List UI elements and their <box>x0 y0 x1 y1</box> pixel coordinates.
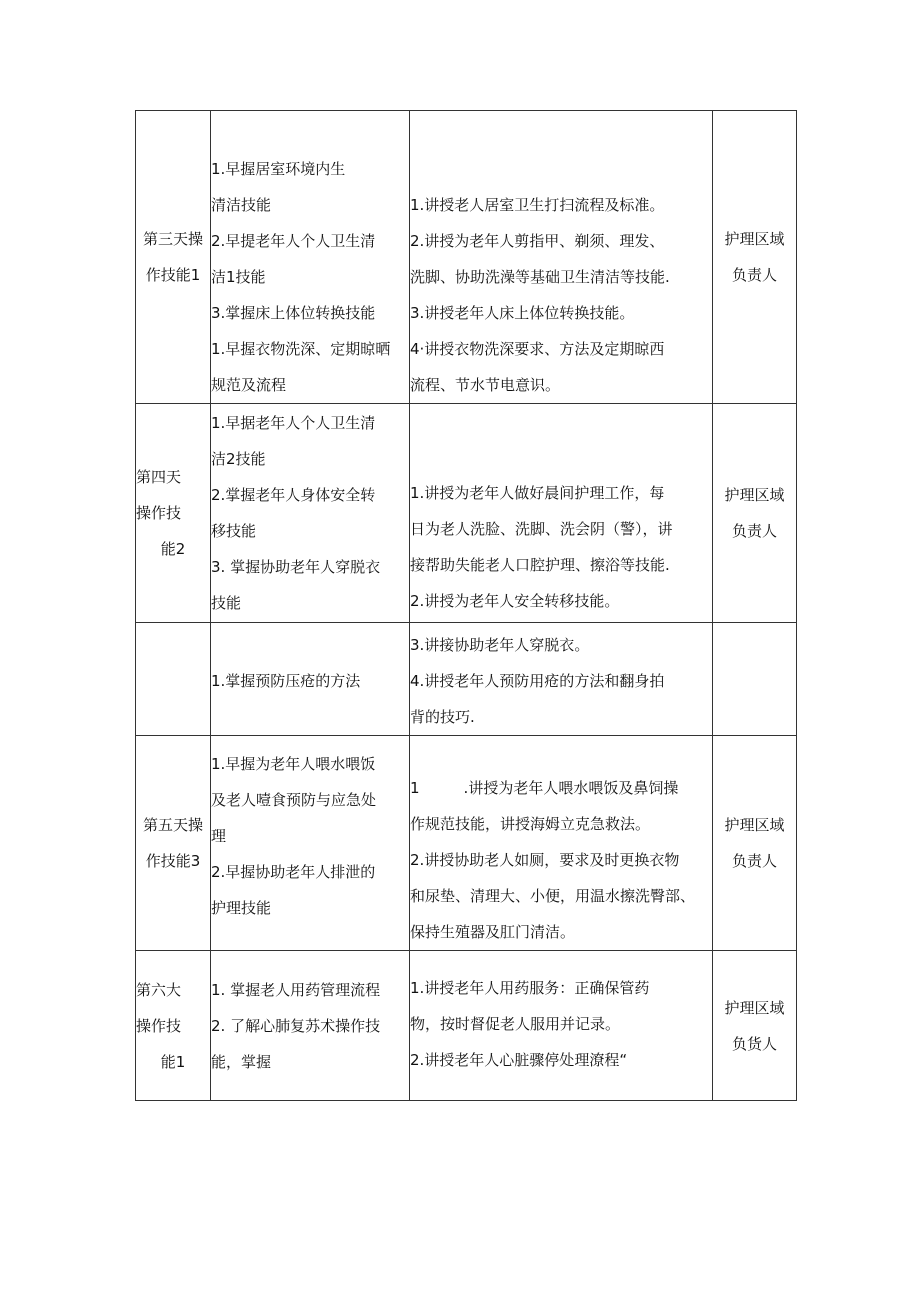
goal-line: 洁1技能 <box>211 268 266 286</box>
content-line: 流程、节水节电意识。 <box>410 376 561 394</box>
goal-line: 2.早提老年人个人卫生清 <box>211 232 376 250</box>
day-cell <box>136 404 211 623</box>
day-label-line: 能1 <box>160 1052 186 1071</box>
content-line: 和尿垫、清理大、小便，用温水擦洗臀部、 <box>410 887 696 905</box>
goal-line: 1.早握居室环境内生 <box>211 160 346 178</box>
goal-line: 规范及流程 <box>211 376 287 394</box>
owner-line: 护理区域 <box>724 486 785 504</box>
goal-line: 1.早据老年人个人卫生清 <box>211 414 376 432</box>
goal-line: 1.早握衣物洗深、定期晾晒 <box>211 340 391 358</box>
content-cell <box>410 111 713 404</box>
goal-line: 移技能 <box>211 522 257 540</box>
owner-cell <box>713 623 797 736</box>
owner-line: 负货人 <box>731 1034 777 1053</box>
content-line: 2.讲授协助老人如厕，要求及时更换衣物 <box>410 851 680 869</box>
table-row <box>136 951 797 1101</box>
owner-cell <box>713 736 797 951</box>
day-label-line: 作技能3 <box>145 852 201 870</box>
goal-cell <box>211 111 410 404</box>
owner-line: 护理区域 <box>724 998 785 1017</box>
goal-line: 1. 掌握老人用药管理流程 <box>211 980 381 999</box>
goal-cell <box>211 623 410 736</box>
day-cell <box>136 736 211 951</box>
goal-line: 2.早握协助老年人排泄的 <box>211 863 376 881</box>
day-label-line: 第四天 <box>136 468 182 486</box>
day-label-line: 操作技 <box>136 1016 182 1035</box>
day-cell <box>136 111 211 404</box>
table-row <box>136 404 797 623</box>
content-line: 保持生殖器及肛门清洁。 <box>410 923 576 941</box>
content-line: 3.讲授老年人床上体位转换技能。 <box>410 304 635 322</box>
content-line: 洗脚、协助洗澡等基础卫生清洁等技能. <box>410 268 670 286</box>
goal-line: 2.掌握老年人身体安全转 <box>211 486 376 504</box>
content-line: 背的技巧. <box>410 708 475 726</box>
table-row <box>136 736 797 951</box>
goal-line: 技能 <box>211 594 242 612</box>
day-label-line: 操作技 <box>136 504 182 522</box>
goal-line: 2. 了解心肺复苏术操作技 <box>211 1016 381 1035</box>
goal-cell <box>211 951 410 1101</box>
day-label-line: 能2 <box>160 540 186 558</box>
content-line: 2.讲授为老年人剪指甲、剃须、理发、 <box>410 232 665 250</box>
content-line: 2.讲授为老年人安全转移技能。 <box>410 592 620 610</box>
goal-line: 1.掌握预防压疮的方法 <box>211 672 361 690</box>
day-label-line: 第三天操 <box>142 230 203 248</box>
table-row <box>136 623 797 736</box>
owner-line: 负责人 <box>731 522 777 540</box>
content-line: 3.讲接协助老年人穿脱衣。 <box>410 636 590 654</box>
content-line <box>410 770 712 806</box>
content-line: 4.讲授老年人预防用疮的方法和翻身拍 <box>410 672 665 690</box>
goal-line: 理 <box>211 827 227 845</box>
day-label-line: 第六大 <box>136 980 182 999</box>
owner-cell <box>713 951 797 1101</box>
goal-line: 护理技能 <box>211 899 272 917</box>
content-line: 1.讲授为老年人做好晨间护理工作，每 <box>410 484 665 502</box>
day-cell <box>136 623 211 736</box>
goal-line: 及老人噎食预防与应急处 <box>211 791 377 809</box>
content-number: 1 <box>410 779 420 797</box>
content-line: 物，按时督促老人服用并记录。 <box>410 1014 621 1033</box>
owner-line: 负责人 <box>731 266 777 284</box>
content-cell <box>410 951 713 1101</box>
goal-line: 清洁技能 <box>211 196 272 214</box>
owner-line: 护理区域 <box>724 816 785 834</box>
goal-line: 3. 掌握协助老年人穿脱衣 <box>211 558 381 576</box>
owner-cell <box>713 111 797 404</box>
day-label-line: 作技能1 <box>145 266 201 284</box>
content-line: 4·讲授衣物洗深要求、方法及定期晾西 <box>410 340 665 358</box>
content-cell <box>410 736 713 951</box>
goal-line: 3.掌握床上体位转换技能 <box>211 304 376 322</box>
content-line: 1.讲授老年人用药服务：正确保管药 <box>410 978 650 997</box>
content-line: 日为老人洗脸、洗脚、洗会阴（警），讲 <box>410 520 673 538</box>
content-line: 作规范技能，讲授海姆立克急救法。 <box>410 815 651 833</box>
content-line: 接帮助失能老人口腔护理、擦浴等技能. <box>410 556 670 574</box>
goal-line: 能，掌握 <box>211 1052 272 1071</box>
content-line: 2.讲授老年人心脏骤停处理潦程“ <box>410 1050 628 1069</box>
goal-cell <box>211 736 410 951</box>
day-label-line: 第五天操 <box>142 816 203 834</box>
content-cell <box>410 623 713 736</box>
table-row <box>136 111 797 404</box>
content-line: 1.讲授老人居室卫生打扫流程及标准。 <box>410 196 665 214</box>
content-cell <box>410 404 713 623</box>
goal-cell <box>211 404 410 623</box>
goal-line: 1.早握为老年人喂水喂饭 <box>211 755 376 773</box>
content-line-text: .讲授为老年人喂水喂饭及鼻饲操 <box>463 779 679 797</box>
owner-line: 负责人 <box>731 852 777 870</box>
owner-cell <box>713 404 797 623</box>
training-schedule-table <box>135 110 797 1101</box>
goal-line: 洁2技能 <box>211 450 266 468</box>
day-cell <box>136 951 211 1101</box>
owner-line: 护理区域 <box>724 230 785 248</box>
